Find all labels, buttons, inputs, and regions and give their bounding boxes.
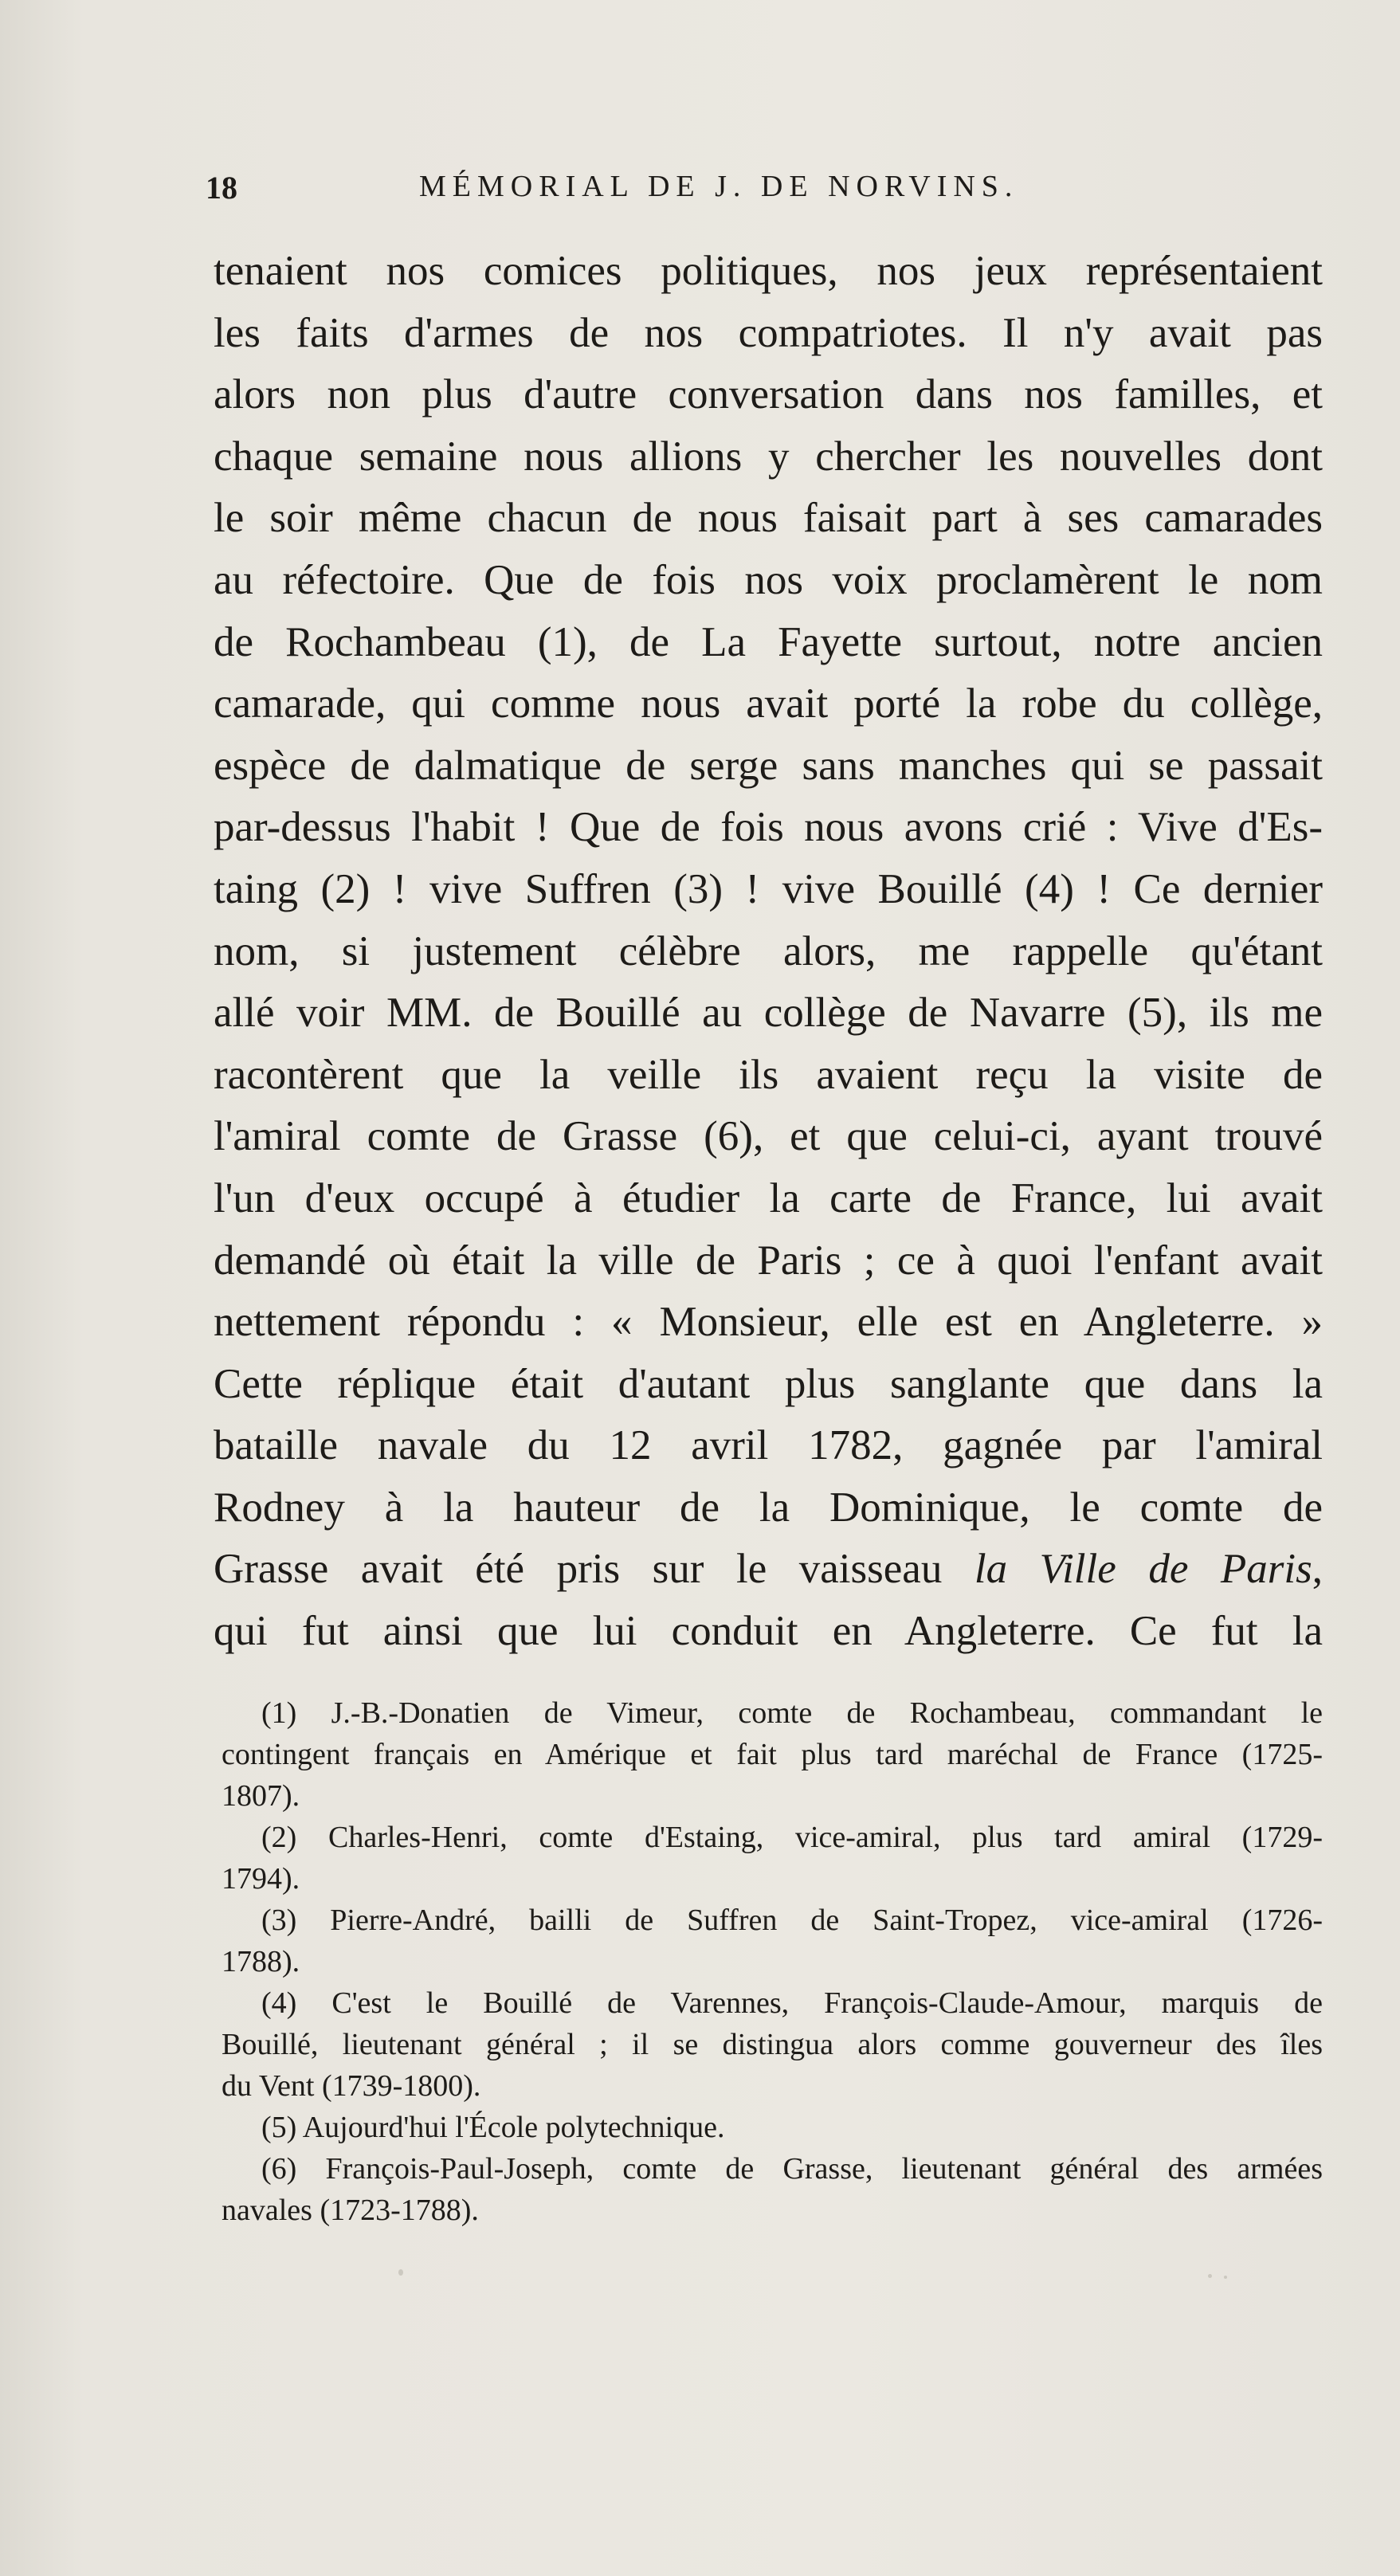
footnote-line: (4) C'est le Bouillé de Varennes, François-Claude-Amour, marquis de	[261, 1986, 1323, 2020]
text-line: l'amiral comte de Grasse (6), et que celui-ci, ayant trouvé	[214, 1113, 1323, 1160]
text-line: de Rochambeau (1), de La Fayette surtout, notre ancien	[214, 618, 1323, 665]
text-line: camarade, qui comme nous avait porté la robe du collège,	[214, 680, 1323, 727]
text-line: espèce de dalmatique de serge sans manches qui se passait	[214, 742, 1323, 789]
footnote-line: du Vent (1739-1800).	[222, 2069, 481, 2103]
text-line: bataille navale du 12 avril 1782, gagnée par l'amiral	[214, 1422, 1323, 1469]
text-line: nom, si justement célèbre alors, me rappelle qu'étant	[214, 927, 1323, 974]
footnote-line: 1807).	[222, 1779, 300, 1813]
footnote-line: contingent français en Amérique et fait plus tard maréchal de France (1725-	[222, 1738, 1323, 1771]
text-line: les faits d'armes de nos compatriotes. Il n'y avait pas	[214, 309, 1323, 356]
text-run: Grasse avait été pris sur le vaisseau	[214, 1546, 975, 1593]
text-line: allé voir MM. de Bouillé au collège de Navarre (5), ils me	[214, 990, 1323, 1037]
footnote-line: 1794).	[222, 1862, 300, 1896]
footnote-line: navales (1723-1788).	[222, 2194, 479, 2227]
text-line: nettement répondu : « Monsieur, elle est en Angleterre. »	[214, 1299, 1323, 1346]
footnote-line: 1788).	[222, 1945, 300, 1978]
text-line: Rodney à la hauteur de la Dominique, le comte de	[214, 1484, 1323, 1531]
body-text	[214, 241, 1323, 1663]
running-head	[206, 169, 1321, 217]
footnote-line: (3) Pierre-André, bailli de Suffren de Saint-Tropez, vice-amiral (1726-	[261, 1904, 1323, 1937]
text-line: l'un d'eux occupé à étudier la carte de France, lui avait	[214, 1174, 1323, 1221]
text-line: alors non plus d'autre conversation dans nos familles, et	[214, 371, 1323, 418]
paper-speck	[398, 2269, 403, 2276]
text-line: chaque semaine nous allions y chercher les nouvelles dont	[214, 433, 1323, 480]
text-line: demandé où était la ville de Paris ; ce à quoi l'enfant avait	[214, 1237, 1323, 1284]
ship-name: la Ville de Paris	[974, 1546, 1312, 1593]
footnote-line: (6) François-Paul-Joseph, comte de Grasse, lieutenant général des armées	[261, 2152, 1323, 2186]
footnote-line: (2) Charles-Henri, comte d'Estaing, vice-amiral, plus tard amiral (1729-	[261, 1821, 1323, 1854]
text-run: ,	[1312, 1546, 1323, 1593]
text-line: racontèrent que la veille ils avaient reçu la visite de	[214, 1051, 1323, 1098]
footnote-line: (1) J.-B.-Donatien de Vimeur, comte de Rochambeau, commandant le	[261, 1696, 1323, 1730]
text-line: qui fut ainsi que lui conduit en Angleterre. Ce fut la	[214, 1608, 1323, 1655]
text-line: par-dessus l'habit ! Que de fois nous avons crié : Vive d'Es-	[214, 804, 1323, 851]
footnote-line: Bouillé, lieutenant général ; il se distingua alors comme gouverneur des îles	[222, 2028, 1323, 2061]
paper-speck	[1224, 2276, 1227, 2279]
footnotes	[222, 1692, 1323, 2231]
footnote-line: (5) Aujourd'hui l'École polytechnique.	[261, 2111, 725, 2144]
page-number: 18	[206, 170, 237, 206]
text-line: tenaient nos comices politiques, nos jeux représentaient	[214, 248, 1323, 294]
text-line: Cette réplique était d'autant plus sanglante que dans la	[214, 1360, 1323, 1407]
text-line: au réfectoire. Que de fois nos voix proclamèrent le nom	[214, 556, 1323, 603]
running-title: MÉMORIAL DE J. DE NORVINS.	[419, 170, 1019, 203]
paper-speck	[1208, 2274, 1212, 2278]
text-line: le soir même chacun de nous faisait part à ses camarades	[214, 495, 1323, 542]
text-line	[214, 1539, 1323, 1601]
text-line: taing (2) ! vive Suffren (3) ! vive Bouillé (4) ! Ce dernier	[214, 865, 1323, 912]
